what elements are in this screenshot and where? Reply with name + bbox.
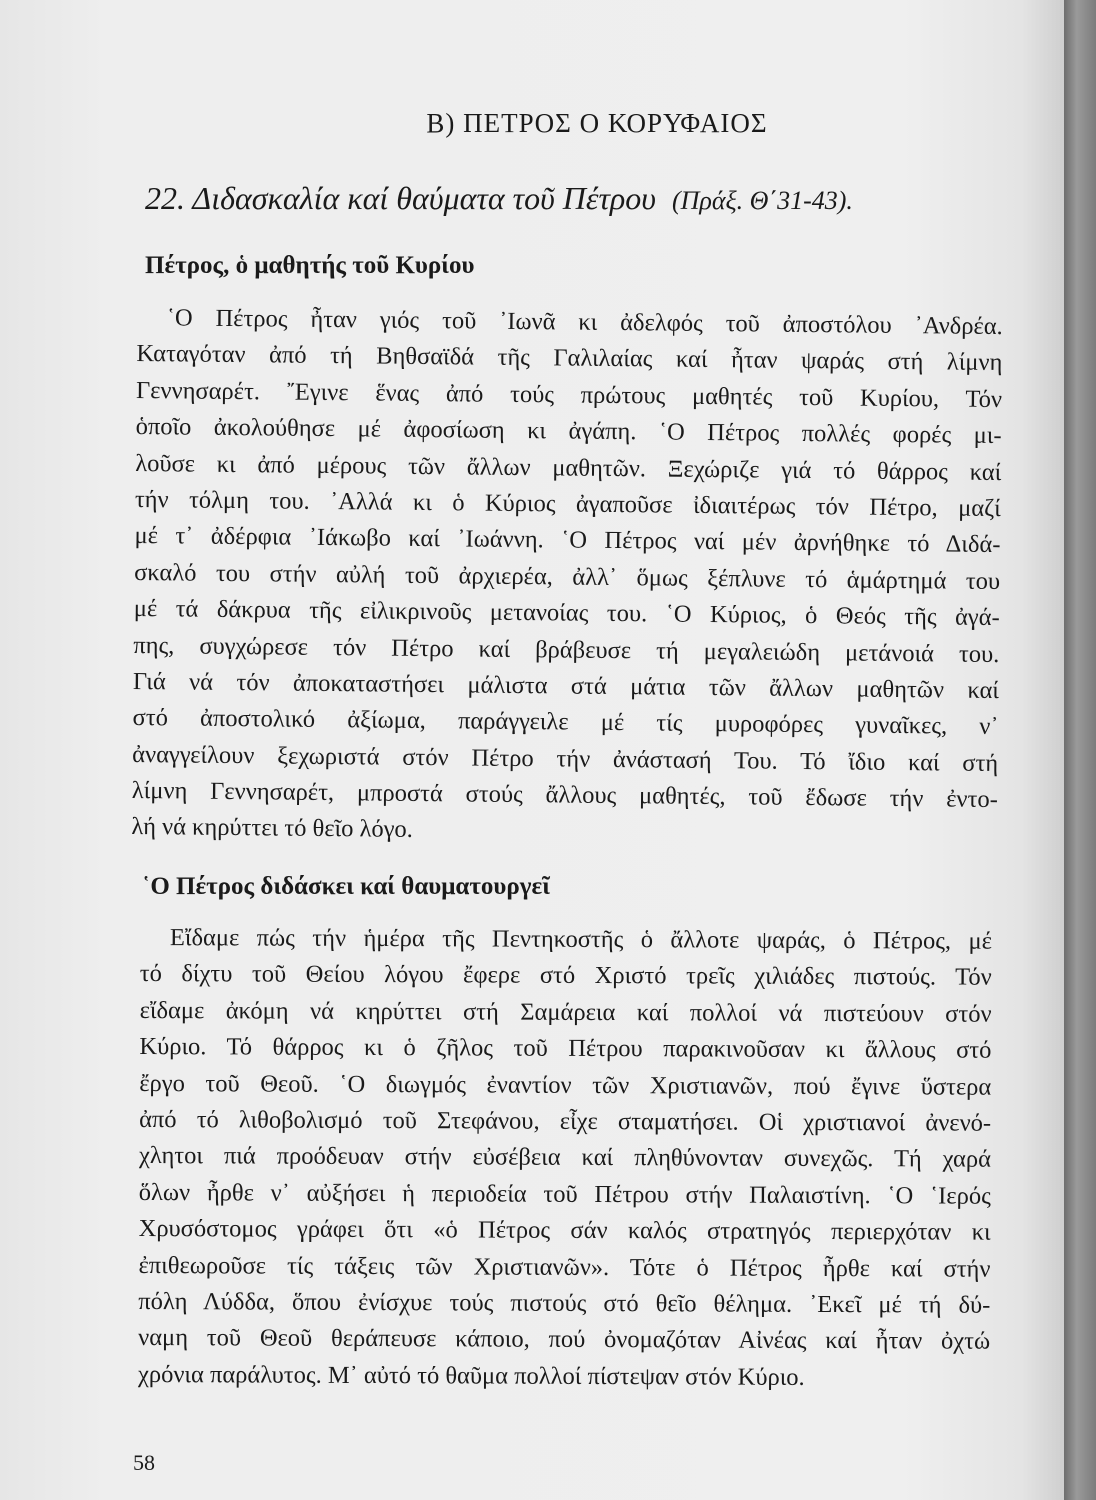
text-line: Καταγόταν ἀπό τή Βηθσαϊδά τῆς Γαλιλαίας καί ἦταν ψαράς στή λίμνη [136,340,1003,377]
paragraph-section-1 [131,300,1003,855]
text-line: πόλη Λύδδα, ὅπου ἐνίσχυε τούς πιστούς στό θεῖο θέλημα. ᾿Εκεῖ μέ τή δύ- [138,1287,991,1319]
text-line: ἔργο τοῦ Θεοῦ. ῾Ο διωγμός ἐναντίον τῶν Χριστιανῶν, πού ἔγινε ὕστερα [139,1069,992,1101]
chapter-title [145,180,1025,217]
book-gutter [1064,0,1096,1500]
text-line: χρόνια παράλυτος. Μ᾿ αὐτό τό θαῦμα πολλοί πίστεψαν στόν Κύριο. [137,1360,805,1391]
text-line: ὁποῖο ἀκολούθησε μέ ἀφοσίωση κι ἀγάπη. ῾Ο Πέτρος πολλές φορές μι- [135,413,1002,450]
text-line: Γιά νά τόν ἀποκαταστήσει μάλιστα στά μάτια τῶν ἄλλων μαθητῶν καί [132,667,1000,704]
text-line: λοῦσε κι ἀπό μέρους τῶν ἄλλων μαθητῶν. Ξεχώριζε γιά τό θάρρος καί [135,449,1002,486]
text-line: λή νά κηρύττει τό θεῖο λόγο. [131,813,414,844]
text-line: πης, συγχώρεσε τόν Πέτρο καί βράβευσε τή μεγαλειώδη μετάνοιά του. [133,631,1000,668]
text-line: εἴδαμε ἀκόμη νά κηρύττει στή Σαμάρεια καί πολλοί νά πιστεύουν στόν [139,996,992,1028]
chapter-reference: (Πράξ. Θ΄31-43). [671,186,853,215]
text-line: Χρυσόστομος γράφει ὅτι «ὁ Πέτρος σάν καλός στρατηγός περιερχόταν κι [138,1215,991,1246]
text-line: στό ἀποστολικό ἀξίωμα, παράγγειλε μέ τίς μυροφόρες γυναῖκες, ν᾿ [132,704,999,741]
text-line: ἀναγγείλουν ξεχωριστά στόν Πέτρο τήν ἀνάστασή Του. Τό ἴδιο καί στή [132,740,999,777]
text-line: σκαλό του στήν αὐλή τοῦ ἀρχιερέα, ἀλλ᾿ ὅμως ξέπλυνε τό ἁμάρτημά του [134,558,1001,595]
section-heading: Πέτρος, ὁ μαθητής τοῦ Κυρίου [145,252,475,279]
paragraph-section-2 [138,920,992,1397]
text-line: ναμη τοῦ Θεοῦ θεράπευσε κάποιο, πού ὀνομαζόταν Αἰνέας καί ἦταν ὀχτώ [138,1324,991,1356]
text-line: Γεννησαρέτ. ῎Εγινε ἕνας ἀπό τούς πρώτους μαθητές τοῦ Κυρίου, Τόν [135,376,1003,413]
text-line: ῾Ο Πέτρος ἦταν γιός τοῦ ᾿Ιωνᾶ κι ἀδελφός τοῦ ἀποστόλου ᾿Ανδρέα. [166,304,1003,341]
section-heading: ῾Ο Πέτρος διδάσκει καί θαυματουργεῖ [142,873,550,900]
text-line: ἐπιθεωροῦσε τίς τάξεις τῶν Χριστιανῶν». Τότε ὁ Πέτρος ἦρθε καί στήν [138,1251,991,1283]
text-line: ὅλων ἦρθε ν᾿ αὐξήσει ἡ περιοδεία τοῦ Πέτρου στήν Παλαιστίνη. ῾Ο ῾Ιερός [138,1178,991,1210]
text-line: μέ τ᾿ ἀδέρφια ᾿Ιάκωβο καί ᾿Ιωάννη. ῾Ο Πέτρος ναί μέν ἀρνήθηκε τό Διδά- [134,522,1001,559]
section-header: Β) ΠΕΤΡΟΣ Ο ΚΟΡΥΦΑΙΟΣ [426,108,768,138]
text-line: λίμνη Γεννησαρέτ, μπροστά στούς ἄλλους μαθητές, τοῦ ἔδωσε τήν ἐντο- [131,777,998,814]
text-line: ἀπό τό λιθοβολισμό τοῦ Στεφάνου, εἶχε σταματήσει. Οἱ χριστιανοί ἀνενό- [139,1105,992,1137]
page-number: 58 [133,1450,155,1475]
chapter-title-text: 22. Διδασκαλία καί θαύματα τοῦ Πέτρου [145,180,656,216]
text-line: μέ τά δάκρυα τῆς εἰλικρινοῦς μετανοίας του. ῾Ο Κύριος, ὁ Θεός τῆς ἀγά- [133,595,1000,632]
text-line: τήν τόλμη του. ᾿Αλλά κι ὁ Κύριος ἀγαποῦσε ἰδιαιτέρως τόν Πέτρο, μαζί [134,485,1002,523]
text-line: χλητοι πιά προόδευαν στήν εὐσέβεια καί πληθύνονταν συνεχῶς. Τή χαρά [138,1142,992,1174]
text-line: Εἴδαμε πώς τήν ἡμέρα τῆς Πεντηκοστῆς ὁ ἄλλοτε ψαράς, ὁ Πέτρος, μέ [169,924,992,955]
text-line: Κύριο. Τό θάρρος κι ὁ ζῆλος τοῦ Πέτρου παρακινοῦσαν κι ἄλλους στό [139,1033,992,1064]
text-line: τό δίχτυ τοῦ Θείου λόγου ἔφερε στό Χριστό τρεῖς χιλιάδες πιστούς. Τόν [139,960,992,992]
